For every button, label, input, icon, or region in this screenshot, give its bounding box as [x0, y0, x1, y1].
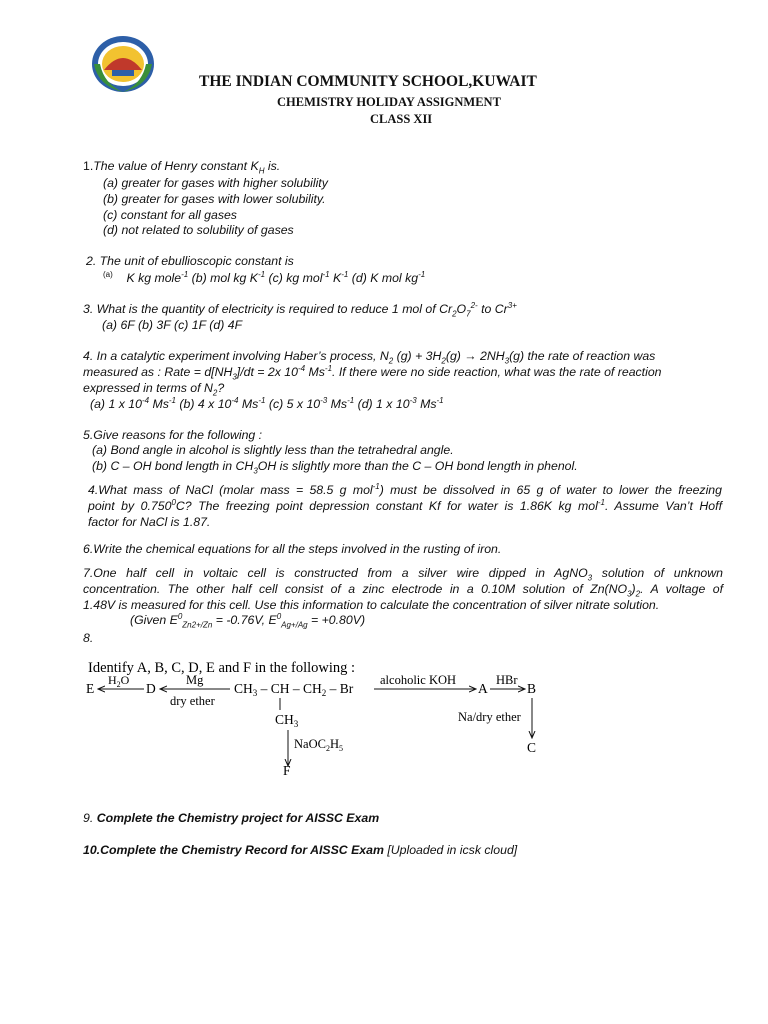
question-4-line-3: expressed in terms of $N_2$? — [83, 381, 225, 398]
reagent-hbr: HBr — [496, 673, 518, 687]
question-1-option-c: (c) constant for all gases — [103, 208, 237, 222]
reagent-na-dry-ether: Na/dry ether — [458, 710, 521, 724]
question-4-line-1: 4. In a catalytic experiment involving Haber’s process, $N_2$ $(g) + 3H_2(g) \to 2NH_3(g)$ the rate of reaction was — [83, 349, 656, 366]
scheme-title: Identify A, B, C, D, E and F in the following : — [88, 660, 356, 676]
school-logo — [90, 34, 156, 94]
class-title: CLASS XII — [370, 112, 433, 126]
reagent-mg: Mg — [186, 673, 204, 687]
question-2: 2. The unit of ebullioscopic constant is — [86, 254, 294, 268]
reagent-alcoholic-koh: alcoholic KOH — [380, 673, 457, 687]
compound-d: D — [146, 681, 156, 696]
question-7-line-3: 1.48V is measured for this cell. Use this information to calculate the concentration of silver nitrate solution. — [83, 598, 660, 612]
compound-e: E — [86, 681, 95, 696]
reagent-naoc2h5: $NaOC_2H_5$ — [294, 737, 343, 753]
question-1-option-a: (a) greater for gases with higher solubility — [103, 176, 328, 190]
alkyl-bromide: $CH_3$ – CH – $CH_2$ – Br — [234, 681, 354, 698]
compound-c: C — [527, 740, 537, 755]
reagent-h2o: $H_2O$ — [108, 673, 130, 689]
question-nacl-line-1: 4.What mass of NaCl (molar mass = 58.5 g mol$^{-1}$) must be dissolved in 65 g of water to lower the freezing — [88, 481, 722, 497]
question-1-option-b: (b) greater for gases with lower solubility. — [103, 192, 326, 206]
reaction-scheme — [84, 658, 564, 778]
question-5: 5.Give reasons for the following : — [83, 428, 263, 442]
question-1: 1.The value of Henry constant $K_H$ is. — [83, 159, 281, 176]
reagent-dry-ether: dry ether — [170, 694, 215, 708]
question-nacl-line-2: point by 0.750$^0$C? The freezing point depression constant Kf for water is 1.86K kg mol$^{-1}$. Assume Van’t Hoff — [88, 497, 722, 513]
compound-f: F — [283, 763, 291, 778]
question-3-options: (a) 6F (b) 3F (c) 1F (d) 4F — [102, 318, 243, 332]
assignment-title: CHEMISTRY HOLIDAY ASSIGNMENT — [277, 95, 501, 109]
question-10: 10.Complete the Chemistry Record for AISSC Exam [Uploaded in icsk cloud] — [83, 843, 518, 857]
question-6: 6.Write the chemical equations for all the steps involved in the rusting of iron. — [83, 542, 502, 556]
compound-a: A — [478, 681, 488, 696]
question-4-options: (a) 1 x $10^{-4}$ $Ms^{-1}$ (b) 4 x $10^{-4}$ $Ms^{-1}$ (c) 5 x $10^{-3}$ $Ms^{-1}$ (d) 1 x $10^{-3}$ $Ms^{-1}$ — [90, 395, 444, 411]
question-8-number: 8. — [83, 631, 94, 645]
question-nacl-line-3: factor for NaCl is 1.87. — [88, 515, 211, 529]
question-4-line-2: measured as : Rate = $d[NH_3]/dt = 2x$ $10^{-4}$ $Ms^{-1}$. If there were no side reaction, what was the rate of reaction — [83, 363, 662, 382]
question-5-part-b: (b) C – OH bond length in $CH_3OH$ is slightly more than the C – OH bond length in phenol. — [92, 459, 578, 476]
question-2-options: $^{(a)}$ K kg mole$^{-1}$ (b) mol kg $K^{-1}$ (c) kg mol$^{-1}$ $K^{-1}$ (d) K mol $kg^{-1}$ — [103, 269, 426, 285]
school-name: THE INDIAN COMMUNITY SCHOOL,KUWAIT — [199, 73, 537, 90]
question-9: 9. Complete the Chemistry project for AISSC Exam — [83, 811, 380, 825]
question-7-line-1: 7.One half cell in voltaic cell is constructed from a silver wire dipped in AgNO$_3$ solution of unknown — [83, 566, 723, 583]
question-7-line-2: concentration. The other half cell consist of a zinc electrode in a 0.10M solution of $Zn(NO_3)_2$. A voltage of — [83, 582, 723, 599]
question-1-option-d: (d) not related to solubility of gases — [103, 223, 294, 237]
methyl-group: $CH_3$ — [275, 712, 299, 729]
question-7-given: (Given $E^0_{Zn2+/Zn} = -0.76V$, $E^0_{Ag+/Ag} = +0.80V$) — [130, 611, 366, 630]
question-3: 3. What is the quantity of electricity is required to reduce 1 mol of $Cr_2O_7^{2-}$ to $Cr^{3+}$ — [83, 300, 517, 319]
compound-b: B — [527, 681, 537, 696]
question-5-part-a: (a) Bond angle in alcohol is slightly less than the tetrahedral angle. — [92, 443, 454, 457]
